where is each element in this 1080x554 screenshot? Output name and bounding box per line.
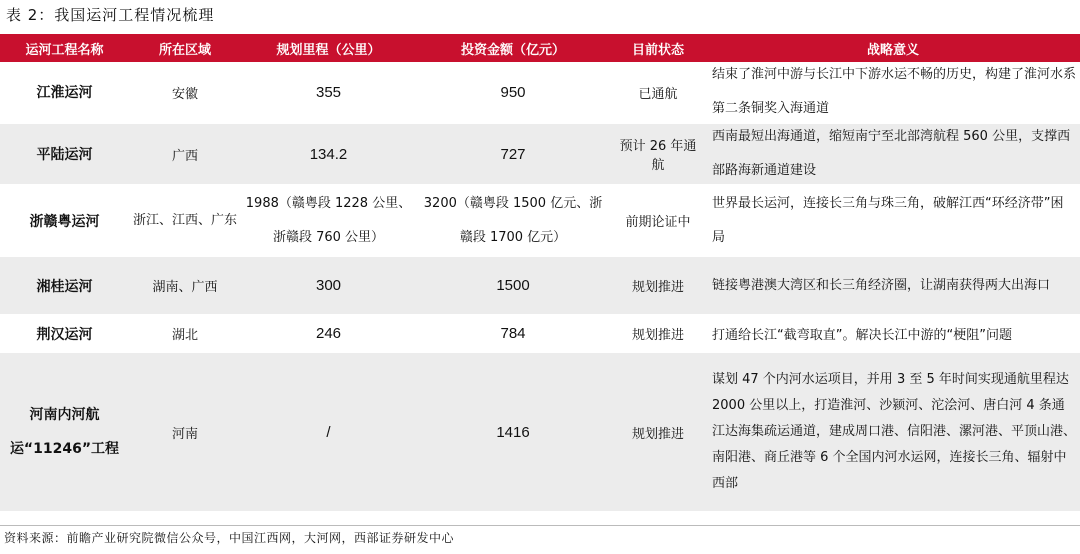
canal-name: 湘桂运河 [36,278,93,295]
canal-name: 河南内河航运“11246”工程 [9,407,120,457]
status-cell: 预计 26 年通航 [619,139,697,173]
status-cell: 前期论证中 [625,215,691,230]
region-cell: 安徽 [171,86,198,102]
significance-cell: 世界最长运河，连接长三角与珠三角，破解江西“环经济带”困局 [712,195,1064,245]
header-cell: 投资金额（亿元） [460,42,565,58]
table-row [0,124,1080,186]
significance-cell: 链接粤港澳大湾区和长三角经济圈，让湖南获得两大出海口 [712,277,1051,293]
table-row [0,353,1080,511]
length-cell: 246 [315,325,342,342]
significance-cell: 结束了淮河中游与长江中下游水运不畅的历史，构建了淮河水系第二条铜奖入海通道 [712,67,1077,116]
investment-cell: 950 [500,83,526,101]
status-cell: 已通航 [638,86,678,102]
investment-cell: 727 [500,145,526,163]
region-cell: 湖北 [171,328,198,343]
length-cell: 300 [315,277,342,294]
table-caption: 表 2：我国运河工程情况梳理 [6,6,215,24]
investment-cell: 784 [500,325,526,342]
investment-cell: 1416 [496,423,530,441]
canal-name: 江淮运河 [36,85,93,101]
table-row [0,316,1080,353]
header-cell: 战略意义 [866,42,919,58]
status-cell: 规划推进 [631,328,684,343]
source-note: 资料来源：前瞻产业研究院微信公众号，中国江西网，大河网，西部证券研发中心 [4,531,455,545]
canal-name: 荆汉运河 [36,326,93,343]
status-cell: 规划推进 [631,280,684,295]
header-cell: 运河工程名称 [25,42,104,58]
header-cell: 所在区域 [158,42,211,58]
canal-name: 平陆运河 [36,147,93,163]
region-cell: 河南 [171,426,198,442]
table-row [0,257,1080,316]
length-cell: / [326,423,331,441]
table-row [0,62,1080,124]
investment-cell: 3200（赣粤段 1500 亿元、浙赣段 1700 亿元） [423,195,603,245]
region-cell: 广西 [171,148,198,164]
length-cell: 1988（赣粤段 1228 公里、浙赣段 760 公里） [245,195,412,245]
header-cell: 规划里程（公里） [276,42,381,58]
significance-cell: 打通给长江“截弯取直”。解决长江中游的“梗阻”问题 [712,328,1012,343]
investment-cell: 1500 [496,277,530,294]
length-cell: 355 [315,83,342,101]
table-row [0,186,1080,257]
header-cell: 目前状态 [631,42,684,58]
footer-divider [0,525,1080,526]
canal-name: 浙赣粤运河 [29,213,100,230]
significance-cell: 谋划 47 个内河水运项目，并用 3 至 5 年时间实现通航里程达 2000 公里以上，打造淮河、沙颍河、沱浍河、唐白河 4 条通江达海集疏运通道，建成周口港、信阳港、漯河港、平顶山港、南阳港、商丘港等 6 个全国内河水运网，连接长三角、辐射中西部 [712,372,1077,491]
length-cell: 134.2 [309,145,348,163]
region-cell: 浙江、江西、广东 [133,212,238,228]
status-cell: 规划推进 [631,426,684,442]
region-cell: 湖南、广西 [152,280,218,295]
significance-cell: 西南最短出海通道，缩短南宁至北部湾航程 560 公里，支撑西部路海新通道建设 [712,129,1071,178]
canal-table [0,34,1080,511]
